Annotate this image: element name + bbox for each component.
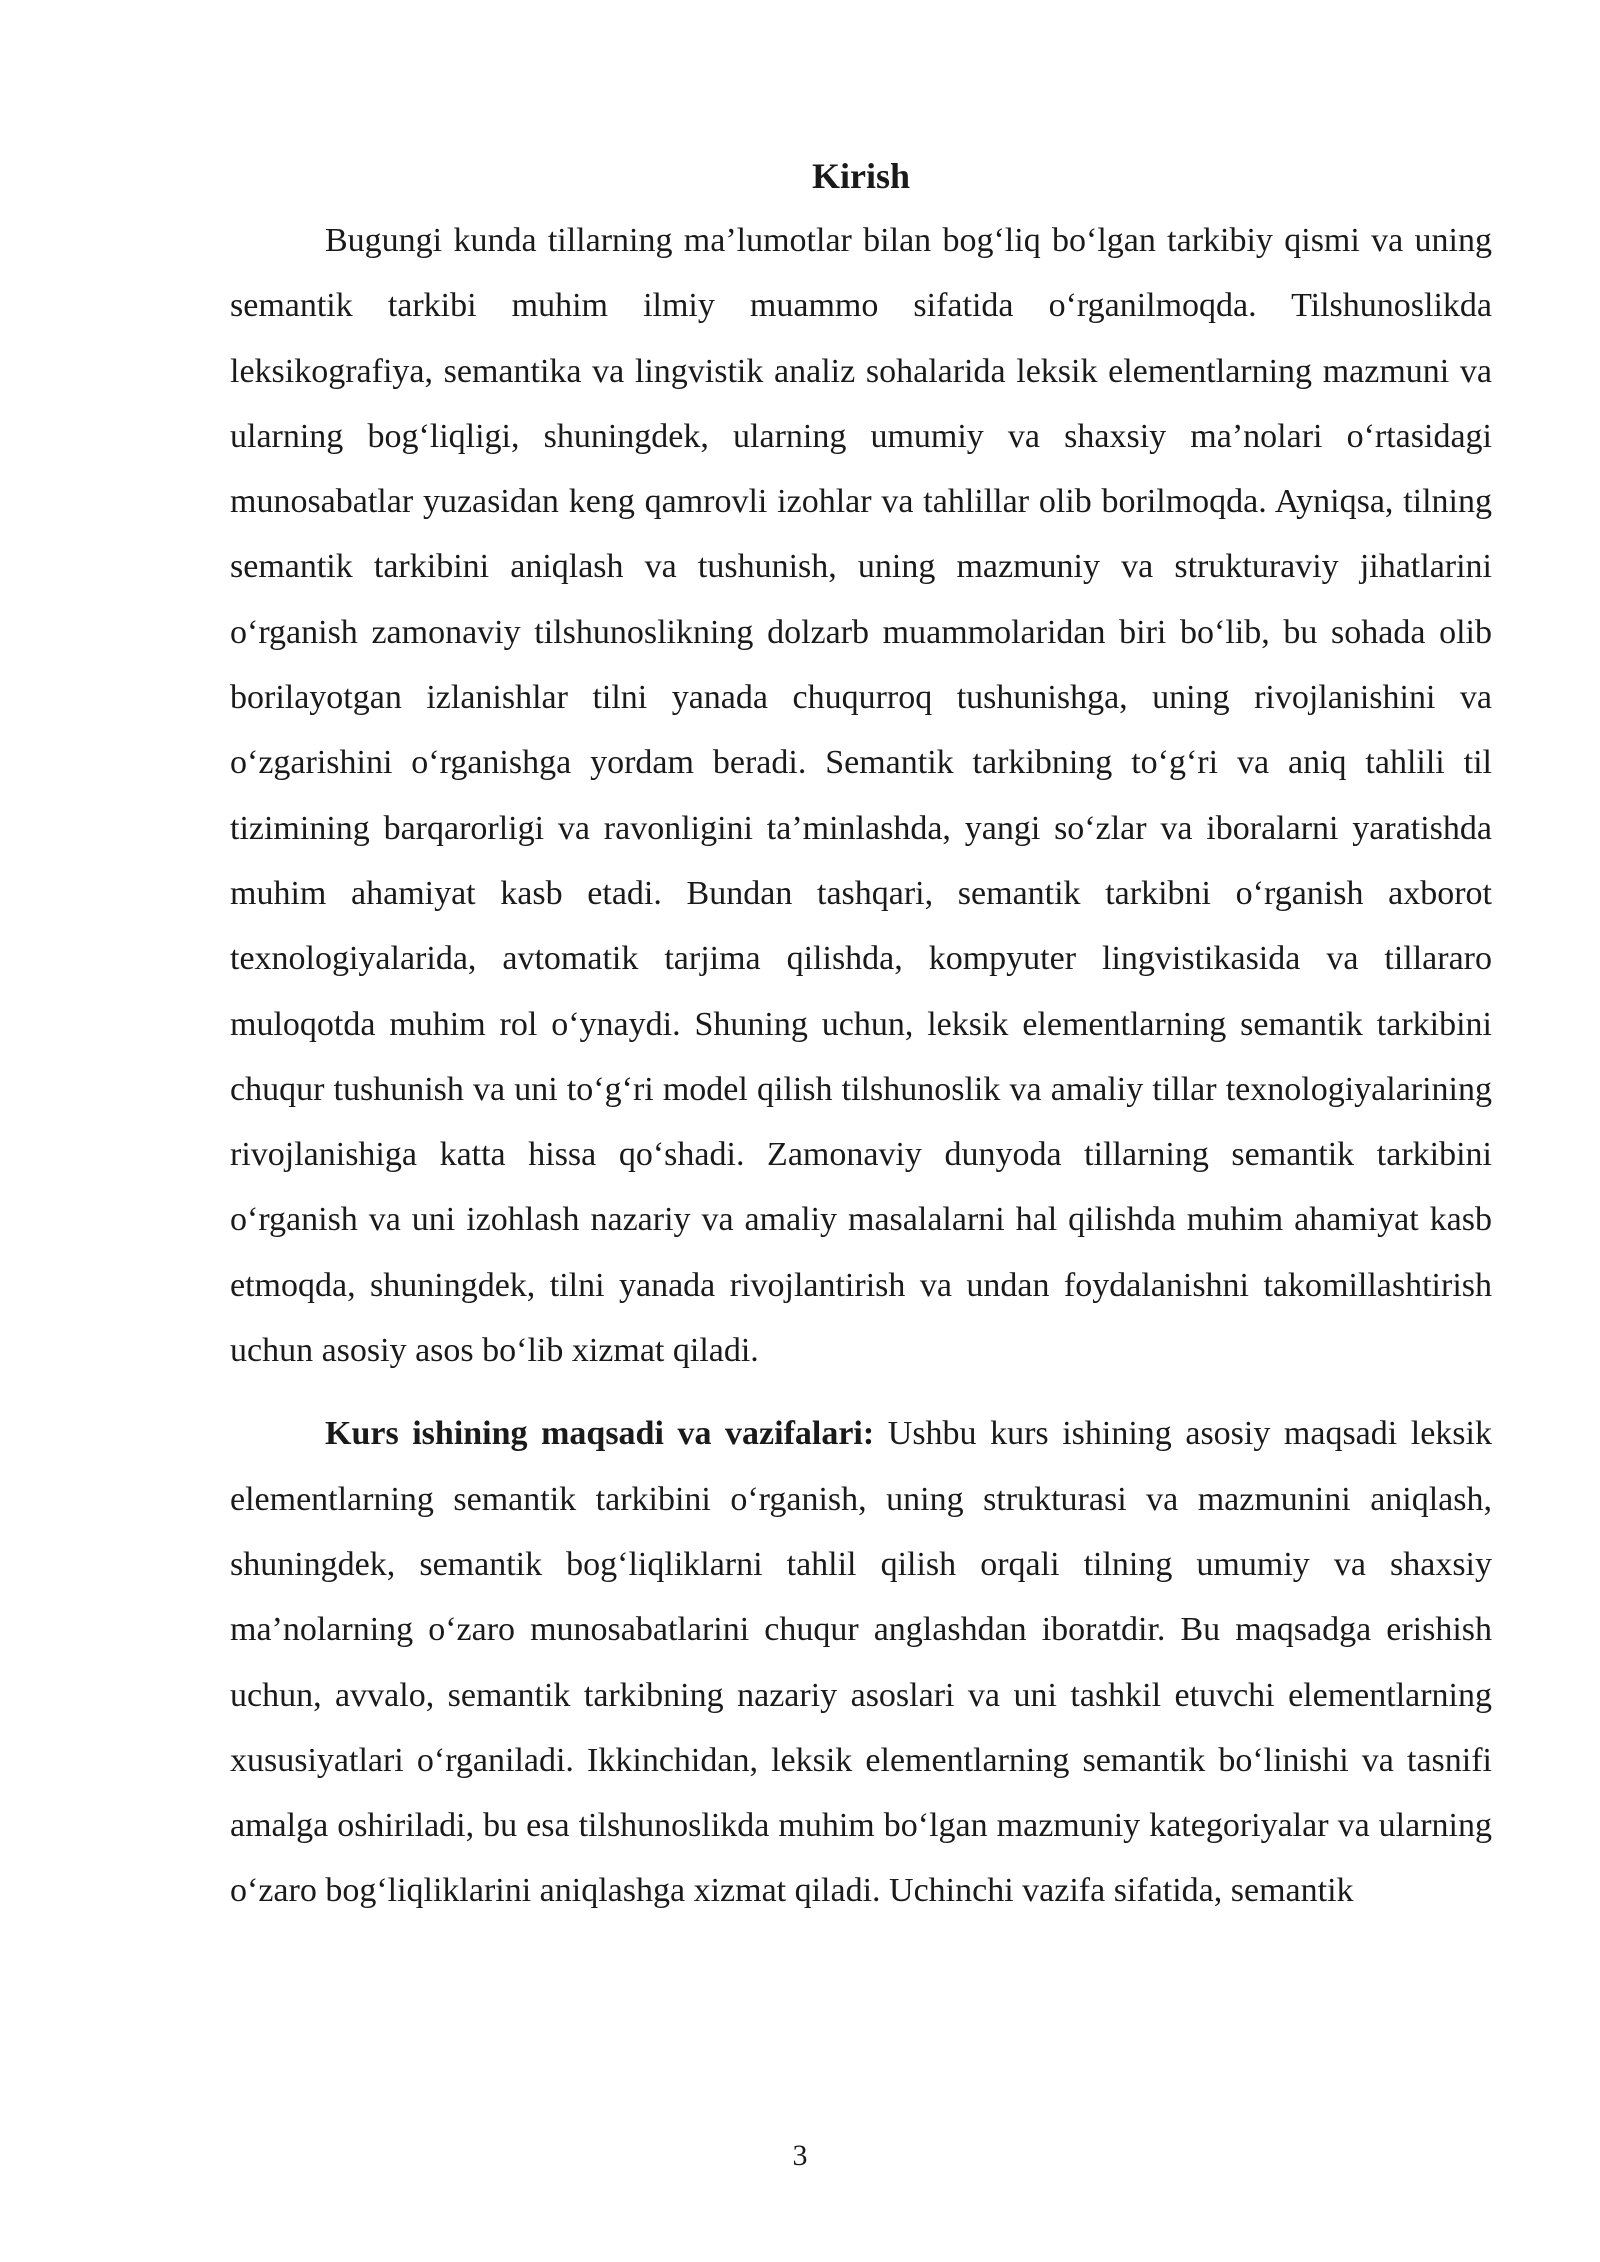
section-heading: Kirish: [811, 156, 910, 196]
page-number: 3: [792, 2139, 808, 2172]
paragraph-introduction: [230, 208, 1492, 1383]
paragraph-text: Ushbu kurs ishining asosiy maqsadi leksik elementlarning semantik tarkibini o‘rganish, uning strukturasi va mazmunini aniqlash, shuningdek, semantik bog‘liqliklarni tahlil qilish orqali tilning umumiy va shaxsiy ma’nolarning o‘zaro munosabatlarini chuqur anglashdan iboratdir. Bu maqsadga erishish uchun, avvalo, semantik tarkibning nazariy asoslari va uni tashkil etuvchi elementlarning xususiyatlari o‘rganiladi. Ikkinchidan, leksik elementlarning semantik bo‘linishi va tasnifi amalga oshiriladi, bu esa tilshunoslikda muhim bo‘lgan mazmuniy kategoriyalar va ularning o‘zaro bog‘liqliklarini aniqlashga xizmat qiladi. Uchinchi vazifa sifatida, semantik: [230, 1415, 1492, 1910]
paragraph-text: Bugungi kunda tillarning ma’lumotlar bilan bog‘liq bo‘lgan tarkibiy qismi va uning semantik tarkibi muhim ilmiy muammo sifatida o‘rganilmoqda. Tilshunoslikda leksikografiya, semantika va lingvistik analiz sohalarida leksik elementlarning mazmuni va ularning bog‘liqligi, shuningdek, ularning umumiy va shaxsiy ma’nolari o‘rtasidagi munosabatlar yuzasidan keng qamrovli izohlar va tahlillar olib borilmoqda. Ayniqsa, tilning semantik tarkibini aniqlash va tushunish, uning mazmuniy va strukturaviy jihatlarini o‘rganish zamonaviy tilshunoslikning dolzarb muammolaridan biri bo‘lib, bu sohada olib borilayotgan izlanishlar tilni yanada chuqurroq tushunishga, uning rivojlanishini va o‘zgarishini o‘rganishga yordam beradi. Semantik tarkibning to‘g‘ri va aniq tahlili til tizimining barqarorligi va ravonligini ta’minlashda, yangi so‘zlar va iboralarni yaratishda muhim ahamiyat kasb etadi. Bundan tashqari, semantik tarkibni o‘rganish axborot texnologiyalarida, avtomatik tarjima qilishda, kompyuter lingvistikasida va tillararo muloqotda muhim rol o‘ynaydi. Shuning uchun, leksik elementlarning semantik tarkibini chuqur tushunish va uni to‘g‘ri model qilish tilshunoslik va amaliy tillar texnologiyalarining rivojlanishiga katta hissa qo‘shadi. Zamonaviy dunyoda tillarning semantik tarkibini o‘rganish va uni izohlash nazariy va amaliy masalalarni hal qilishda muhim ahamiyat kasb etmoqda, shuningdek, tilni yanada rivojlantirish va undan foydalanishni takomillashtirish uchun asosiy asos bo‘lib xizmat qiladi.: [230, 222, 1492, 1370]
page-content: [230, 150, 1492, 1924]
paragraph-goals: [230, 1401, 1492, 1923]
paragraph-lead: Kurs ishining maqsadi va vazifalari:: [325, 1415, 875, 1453]
